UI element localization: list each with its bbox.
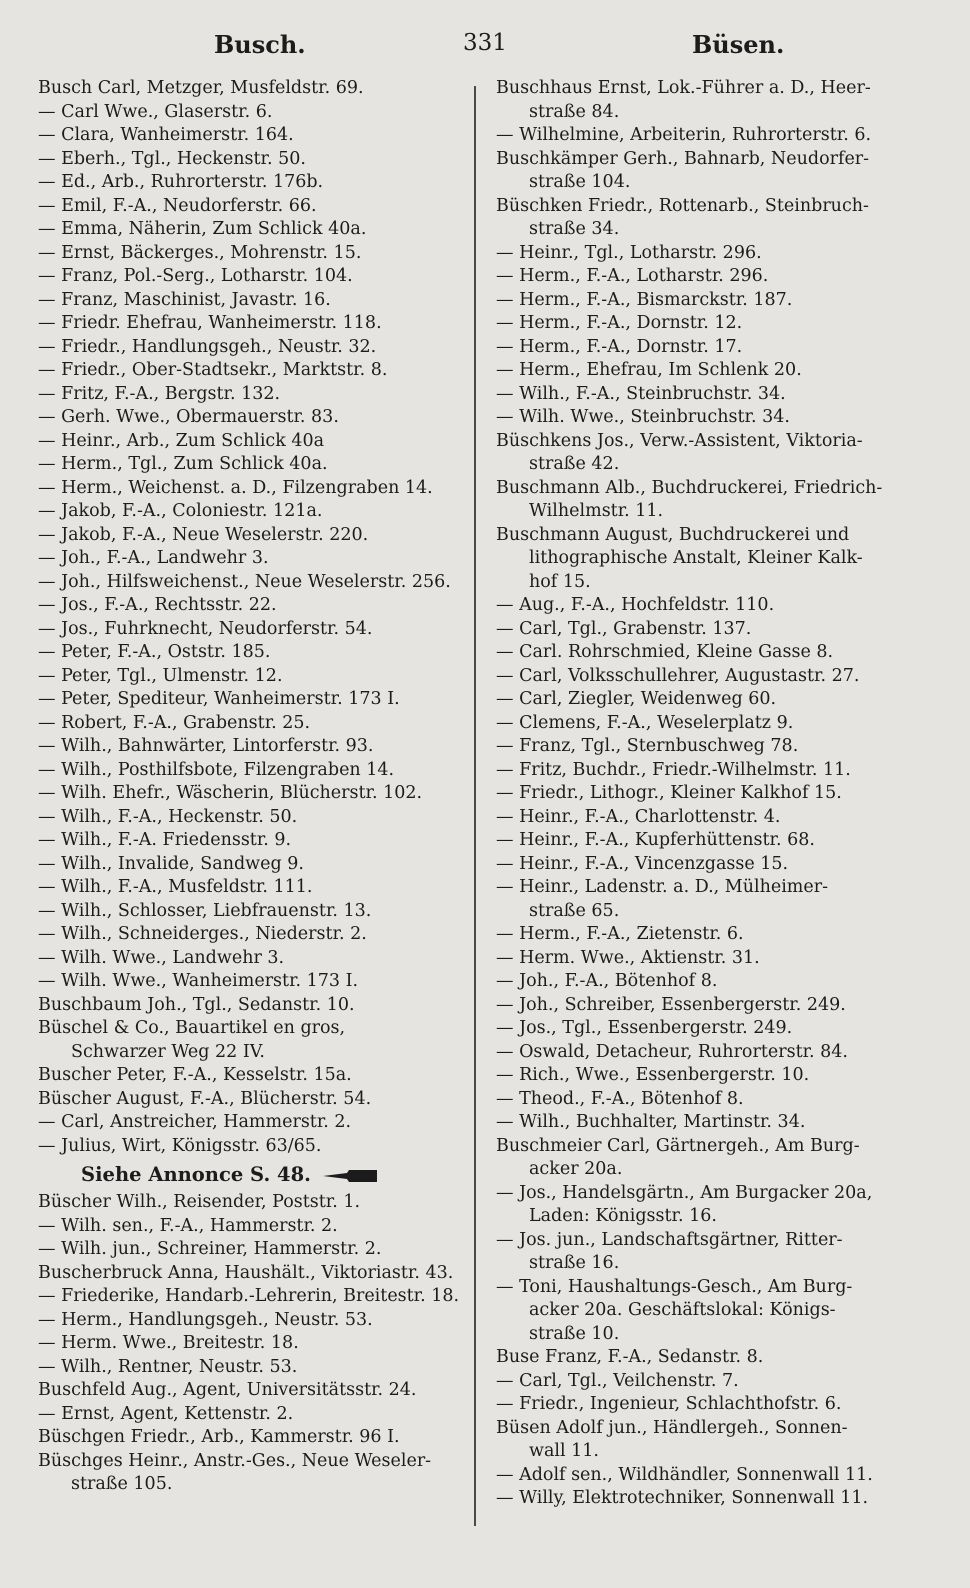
directory-entry [496,900,920,924]
entry-text: — Joh., F.-A., Landwehr 3. [38,548,269,568]
directory-entry [496,1182,920,1206]
entry-text: — Peter, Spediteur, Wanheimerstr. 173 I. [38,689,400,709]
entry-text: — Robert, F.-A., Grabenstr. 25. [38,712,311,733]
entry-text: Büsen Adolf jun., Händlergeh., Sonnen- [496,1417,848,1438]
directory-entry [38,900,462,924]
directory-entry [38,1426,462,1450]
directory-entry [496,923,920,947]
entry-text: — Ernst, Agent, Kettenstr. 2. [38,1403,294,1424]
directory-entry [38,782,462,806]
directory-entry [496,1417,920,1441]
entry-text: — Franz, Maschinist, Javastr. 16. [38,289,331,310]
directory-entry [496,1158,920,1182]
entry-text: Wilhelmstr. 11. [529,501,664,521]
directory-entry [38,218,462,242]
entry-text: — Toni, Haushaltungs-Gesch., Am Burg- [496,1276,853,1297]
entry-text: — Willy, Elektrotechniker, Sonnenwall 11. [496,1488,869,1508]
entry-text: — Herm., Weichenst. a. D., Filzengraben 14. [38,477,433,498]
entry-text: — Wilhelmine, Arbeiterin, Ruhrorterstr. 6. [496,125,872,145]
entry-text: — Fritz, Buchdr., Friedr.-Wilhelmstr. 11. [496,759,851,780]
entry-text: — Jos., Tgl., Essenbergerstr. 249. [496,1018,793,1038]
entry-text: — Wilh., Schlosser, Liebfrauenstr. 13. [38,900,372,921]
directory-entry [496,171,920,195]
directory-entry [496,1323,920,1347]
entry-text: — Wilh., Posthilfsbote, Filzengraben 14. [38,759,395,780]
entry-text: — Adolf sen., Wildhändler, Sonnenwall 11. [496,1464,873,1485]
directory-entry [38,1473,462,1497]
entry-text: Büscher August, F.-A., Blücherstr. 54. [38,1088,372,1109]
directory-entry [496,101,920,125]
entry-text: lithographische Anstalt, Kleiner Kalk- [529,548,863,568]
entry-text: — Heinr., F.-A., Vincenzgasse 15. [496,853,789,874]
directory-entry [496,1252,920,1276]
directory-entry [496,1229,920,1253]
directory-entry [38,477,462,501]
entry-text: — Herm., F.-A., Dornstr. 17. [496,336,743,357]
directory-entry [496,712,920,736]
entry-text: Büscher Wilh., Reisender, Poststr. 1. [38,1192,361,1212]
directory-entry [38,1135,462,1159]
directory-entry [38,1450,462,1474]
entry-text: — Friedr., Ober-Stadtsekr., Marktstr. 8. [38,360,388,380]
entry-text: acker 20a. [529,1159,623,1179]
entry-text: — Herm. Wwe., Aktienstr. 31. [496,947,760,968]
directory-entry [496,477,920,501]
entry-text: — Carl. Rohrschmied, Kleine Gasse 8. [496,642,834,662]
entry-text: straße 104. [529,172,631,192]
entry-text: — Wilh. sen., F.-A., Hammerstr. 2. [38,1215,338,1236]
directory-entry [38,289,462,313]
entry-text: — Carl, Tgl., Veilchenstr. 7. [496,1370,739,1391]
directory-entry [38,148,462,172]
directory-entry [496,218,920,242]
directory-entry [38,171,462,195]
entry-text: acker 20a. Geschäftslokal: Königs- [529,1300,836,1320]
header-right-title: Büsen. [692,30,785,59]
directory-entry [496,289,920,313]
directory-entry [496,547,920,571]
directory-entry [38,265,462,289]
entry-text: — Friedr., Handlungsgeh., Neustr. 32. [38,336,377,357]
entry-text: — Wilh., F.-A., Steinbruchstr. 34. [496,383,786,404]
pointing-hand-icon [321,1169,379,1183]
entry-text: straße 16. [529,1253,620,1273]
entry-text: — Joh., F.-A., Bötenhof 8. [496,971,718,991]
entry-text: — Herm., Ehefrau, Im Schlenk 20. [496,360,802,380]
directory-entry [38,759,462,783]
left-column [38,77,462,1497]
entry-text: Buschmann Alb., Buchdruckerei, Friedrich- [496,477,883,498]
entry-text: — Jos., Handelsgärtn., Am Burgacker 20a, [496,1182,873,1203]
directory-entry [38,1238,462,1262]
entry-text: Buschmeier Carl, Gärtnergeh., Am Burg- [496,1135,860,1156]
directory-entry [496,1346,920,1370]
directory-entry [38,923,462,947]
directory-entry [496,383,920,407]
directory-entry [496,876,920,900]
entry-text: Büschges Heinr., Anstr.-Ges., Neue Weseler- [38,1450,432,1471]
entry-text: straße 34. [529,219,620,239]
entry-text: — Wilh., Invalide, Sandweg 9. [38,853,304,874]
right-column [496,77,920,1511]
entry-text: — Theod., F.-A., Bötenhof 8. [496,1088,744,1109]
directory-entry [496,1440,920,1464]
directory-entry [496,759,920,783]
directory-entry [38,1088,462,1112]
directory-entry [496,571,920,595]
directory-entry [38,359,462,383]
entry-text: — Jos., Fuhrknecht, Neudorferstr. 54. [38,618,373,639]
directory-entry [496,947,920,971]
directory-entry [38,1379,462,1403]
entry-text: — Jos., F.-A., Rechtsstr. 22. [38,595,277,615]
directory-entry [38,101,462,125]
entry-text: — Wilh. Wwe., Landwehr 3. [38,947,285,968]
directory-entry [496,853,920,877]
entry-text: Busch Carl, Metzger, Musfeldstr. 69. [38,78,364,98]
directory-entry [38,1215,462,1239]
entry-text: — Jakob, F.-A., Coloniestr. 121a. [38,501,323,521]
entry-text: straße 10. [529,1323,620,1344]
directory-entry [496,829,920,853]
directory-entry [38,1285,462,1309]
directory-entry [38,1332,462,1356]
directory-entry [496,1111,920,1135]
entry-text: — Oswald, Detacheur, Ruhrorterstr. 84. [496,1041,848,1062]
directory-entry [496,336,920,360]
directory-entry [38,712,462,736]
directory-entry [38,124,462,148]
directory-entry [496,265,920,289]
entry-text: Laden: Königsstr. 16. [529,1206,717,1226]
directory-entry [38,1191,462,1215]
directory-entry [38,876,462,900]
entry-text: — Peter, Tgl., Ulmenstr. 12. [38,665,283,686]
directory-entry [38,1017,462,1041]
entry-text: — Herm., F.-A., Dornstr. 12. [496,313,743,333]
directory-entry [38,735,462,759]
entry-text: — Wilh. Wwe., Wanheimerstr. 173 I. [38,971,359,991]
directory-entry [38,571,462,595]
directory-entry [496,618,920,642]
directory-entry [496,430,920,454]
entry-text: — Wilh., Buchhalter, Martinstr. 34. [496,1112,806,1132]
directory-entry [38,1356,462,1380]
directory-entry [496,453,920,477]
directory-entry [496,1135,920,1159]
entry-text: — Wilh., Rentner, Neustr. 53. [38,1356,298,1377]
entry-text: — Wilh. Ehefr., Wäscherin, Blücherstr. 102. [38,783,423,803]
directory-entry [38,688,462,712]
entry-text: — Joh., Schreiber, Essenbergerstr. 249. [496,994,846,1015]
entry-text: Büschken Friedr., Rottenarb., Steinbruch- [496,195,869,216]
page-header [0,0,970,70]
directory-entry [496,641,920,665]
entry-text: — Peter, F.-A., Oststr. 185. [38,642,271,662]
entry-text: — Wilh., F.-A., Musfeldstr. 111. [38,877,313,897]
directory-entry [496,735,920,759]
directory-entry [496,665,920,689]
entry-text: — Herm., F.-A., Zietenstr. 6. [496,924,744,944]
entry-text: Büschel & Co., Bauartikel en gros, [38,1018,346,1038]
directory-entry [496,688,920,712]
directory-entry [38,1041,462,1065]
directory-entry [496,1370,920,1394]
directory-entry [496,1299,920,1323]
directory-entry [38,77,462,101]
directory-entry [496,359,920,383]
directory-entry [496,1487,920,1511]
entry-text: Büschkens Jos., Verw.-Assistent, Viktoria- [496,430,863,451]
directory-entry [496,1088,920,1112]
entry-text: straße 42. [529,454,620,474]
entry-text: — Friedr., Lithogr., Kleiner Kalkhof 15. [496,783,842,803]
column-divider [474,86,476,1526]
entry-text: — Heinr., Arb., Zum Schlick 40a [38,430,325,451]
entry-text: Buscher Peter, F.-A., Kesselstr. 15a. [38,1065,352,1085]
entry-text: straße 65. [529,900,620,921]
directory-entry [496,524,920,548]
entry-text: — Wilh. Wwe., Steinbruchstr. 34. [496,407,790,427]
directory-entry [496,312,920,336]
entry-text: — Heinr., F.-A., Charlottenstr. 4. [496,806,781,827]
directory-entry [38,970,462,994]
directory-entry [38,430,462,454]
entry-text: — Herm. Wwe., Breitestr. 18. [38,1333,299,1353]
entry-text: — Fritz, F.-A., Bergstr. 132. [38,383,281,404]
directory-entry [38,1309,462,1333]
entry-text: — Ernst, Bäckerges., Mohrenstr. 15. [38,242,362,263]
entry-text: — Wilh., Bahnwärter, Lintorferstr. 93. [38,736,374,756]
directory-entry [496,195,920,219]
entry-text: — Friederike, Handarb.-Lehrerin, Breitestr. 18. [38,1286,460,1306]
directory-entry [496,994,920,1018]
notice-text: Siehe Annonce S. 48. [81,1163,311,1186]
entry-text: straße 105. [71,1474,173,1494]
directory-entry [38,853,462,877]
entry-text: — Heinr., Tgl., Lotharstr. 296. [496,242,762,263]
entry-text: — Herm., Tgl., Zum Schlick 40a. [38,454,328,474]
directory-entry [496,1205,920,1229]
directory-entry [38,1111,462,1135]
directory-entry [38,594,462,618]
entry-text: — Rich., Wwe., Essenbergerstr. 10. [496,1065,810,1085]
entry-text: — Franz, Tgl., Sternbuschweg 78. [496,736,799,756]
advertisement-notice [38,1158,462,1191]
directory-entry [38,383,462,407]
directory-entry [496,1393,920,1417]
entry-text: — Clemens, F.-A., Weselerplatz 9. [496,712,794,733]
entry-text: Buschfeld Aug., Agent, Universitätsstr. 24. [38,1380,417,1400]
directory-entry [38,1064,462,1088]
entry-text: Buschmann August, Buchdruckerei und [496,524,850,545]
directory-entry [38,336,462,360]
entry-text: — Carl, Tgl., Grabenstr. 137. [496,618,752,639]
entry-text: — Heinr., Ladenstr. a. D., Mülheimer- [496,877,829,897]
directory-entry [38,829,462,853]
entry-text: — Franz, Pol.-Serg., Lotharstr. 104. [38,266,353,286]
directory-entry [38,665,462,689]
entry-text: — Gerh. Wwe., Obermauerstr. 83. [38,407,339,427]
directory-entry [496,1064,920,1088]
entry-text: — Carl, Ziegler, Weidenweg 60. [496,689,777,709]
directory-entry [496,782,920,806]
entry-text: — Wilh., F.-A., Heckenstr. 50. [38,806,298,827]
directory-entry [38,312,462,336]
entry-text: hof 15. [529,571,591,592]
entry-text: — Julius, Wirt, Königsstr. 63/65. [38,1135,322,1156]
entry-text: — Ed., Arb., Ruhrorterstr. 176b. [38,172,324,192]
entry-text: — Carl, Anstreicher, Hammerstr. 2. [38,1112,352,1132]
entry-text: — Emma, Näherin, Zum Schlick 40a. [38,219,367,239]
entry-text: — Aug., F.-A., Hochfeldstr. 110. [496,595,775,615]
entry-text: Buschbaum Joh., Tgl., Sedanstr. 10. [38,994,355,1015]
entry-text: — Carl, Volksschullehrer, Augustastr. 27. [496,665,860,686]
entry-text: — Wilh., F.-A. Friedensstr. 9. [38,830,292,850]
entry-text: wall 11. [529,1441,599,1461]
entry-text: — Carl Wwe., Glaserstr. 6. [38,101,273,122]
entry-text: — Friedr. Ehefrau, Wanheimerstr. 118. [38,313,382,333]
entry-text: — Wilh., Schneiderges., Niederstr. 2. [38,924,367,944]
entry-text: — Herm., F.-A., Bismarckstr. 187. [496,289,793,310]
directory-entry [38,195,462,219]
directory-entry [496,242,920,266]
directory-entry [38,806,462,830]
directory-entry [38,1262,462,1286]
directory-entry [496,500,920,524]
directory-entry [38,947,462,971]
entry-text: — Wilh. jun., Schreiner, Hammerstr. 2. [38,1239,382,1259]
directory-entry [496,124,920,148]
directory-entry [38,453,462,477]
entry-text: Buse Franz, F.-A., Sedanstr. 8. [496,1347,764,1367]
directory-entry [496,1041,920,1065]
entry-text: Buscherbruck Anna, Haushält., Viktoriastr. 43. [38,1262,454,1283]
directory-entry [38,994,462,1018]
page-number: 331 [463,30,507,56]
entry-text: Buschkämper Gerh., Bahnarb, Neudorfer- [496,148,870,169]
directory-entry [38,524,462,548]
directory-entry [496,77,920,101]
directory-entry [38,1403,462,1427]
entry-text: — Jos. jun., Landschaftsgärtner, Ritter- [496,1229,843,1250]
directory-entry [496,806,920,830]
entry-text: — Herm., Handlungsgeh., Neustr. 53. [38,1309,373,1330]
entry-text: — Clara, Wanheimerstr. 164. [38,125,294,145]
entry-text: — Emil, F.-A., Neudorferstr. 66. [38,195,317,216]
directory-entry [496,406,920,430]
entry-text: Büschgen Friedr., Arb., Kammerstr. 96 I. [38,1427,400,1447]
entry-text: — Jakob, F.-A., Neue Weselerstr. 220. [38,524,369,545]
entry-text: Schwarzer Weg 22 IV. [71,1041,265,1062]
entry-text: — Herm., F.-A., Lotharstr. 296. [496,266,769,286]
entry-text: — Eberh., Tgl., Heckenstr. 50. [38,148,306,169]
header-left-title: Busch. [214,30,306,59]
directory-entry [496,1276,920,1300]
directory-entry [38,618,462,642]
directory-entry [38,500,462,524]
directory-entry [496,1464,920,1488]
directory-entry [38,406,462,430]
entry-text: Buschhaus Ernst, Lok.-Führer a. D., Heer- [496,78,871,98]
directory-entry [496,970,920,994]
directory-entry [496,1017,920,1041]
directory-entry [38,641,462,665]
directory-entry [496,594,920,618]
entry-text: straße 84. [529,101,620,122]
directory-entry [38,547,462,571]
directory-entry [38,242,462,266]
entry-text: — Heinr., F.-A., Kupferhüttenstr. 68. [496,830,815,850]
entry-text: — Joh., Hilfsweichenst., Neue Weselerstr. 256. [38,571,451,592]
entry-text: — Friedr., Ingenieur, Schlachthofstr. 6. [496,1394,842,1414]
directory-entry [496,148,920,172]
